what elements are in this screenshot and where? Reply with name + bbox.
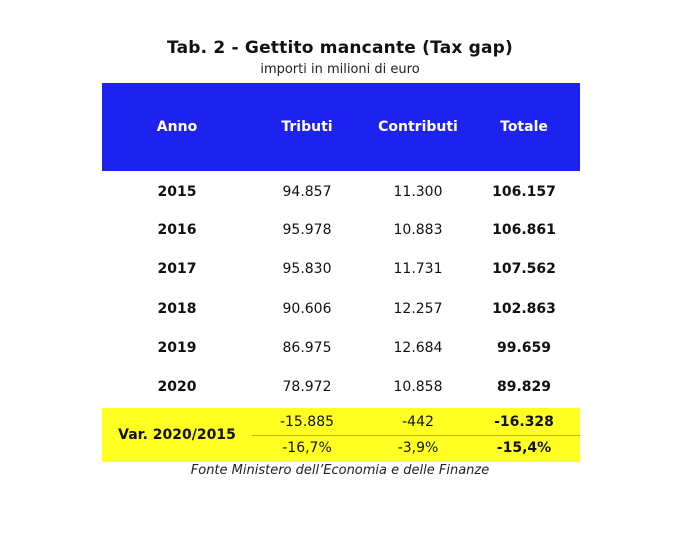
cell-anno: 2019 <box>157 340 197 356</box>
cell-tributi: 90.606 <box>282 301 332 317</box>
variation-totale-percent: -15,4% <box>496 440 552 456</box>
cell-anno: 2020 <box>157 379 197 395</box>
cell-tributi: 86.975 <box>282 340 332 356</box>
cell-totale: 102.863 <box>492 301 556 317</box>
variation-row <box>102 408 580 462</box>
column-header-anno: Anno <box>156 119 198 135</box>
cell-totale: 107.562 <box>492 261 556 277</box>
cell-anno: 2016 <box>157 222 197 238</box>
variation-totale-absolute: -16.328 <box>494 414 554 430</box>
variation-tributi-absolute: -15.885 <box>279 414 335 430</box>
cell-anno: 2018 <box>157 301 197 317</box>
table-row <box>102 218 580 242</box>
cell-totale: 99.659 <box>496 340 552 356</box>
column-header-totale: Totale <box>500 119 548 135</box>
table-row <box>102 180 580 204</box>
cell-contributi: 12.684 <box>393 340 443 356</box>
table-title: Tab. 2 - Gettito mancante (Tax gap) <box>166 38 514 58</box>
table-header <box>102 83 580 171</box>
variation-contributi-percent: -3,9% <box>397 440 439 456</box>
cell-tributi: 94.857 <box>282 184 332 200</box>
cell-tributi: 78.972 <box>282 379 332 395</box>
cell-contributi: 10.858 <box>393 379 443 395</box>
variation-contributi-absolute: -442 <box>402 414 434 430</box>
cell-anno: 2015 <box>157 184 197 200</box>
table-row <box>102 297 580 321</box>
cell-contributi: 11.731 <box>393 261 443 277</box>
source-note: Fonte Ministero dell’Economia e delle Finanze <box>190 463 490 478</box>
table-row <box>102 336 580 360</box>
column-header-tributi: Tributi <box>281 119 333 135</box>
table-row <box>102 257 580 281</box>
variation-tributi-percent: -16,7% <box>282 440 332 456</box>
variation-label: Var. 2020/2015 <box>118 427 236 443</box>
cell-anno: 2017 <box>157 261 197 277</box>
cell-totale: 106.861 <box>492 222 556 238</box>
table-subtitle: importi in milioni di euro <box>260 62 420 77</box>
cell-tributi: 95.830 <box>282 261 332 277</box>
cell-totale: 106.157 <box>492 184 556 200</box>
table-row <box>102 375 580 399</box>
cell-tributi: 95.978 <box>282 222 332 238</box>
column-header-contributi: Contributi <box>378 119 458 135</box>
cell-totale: 89.829 <box>496 379 552 395</box>
cell-contributi: 10.883 <box>393 222 443 238</box>
variation-divider <box>252 435 580 436</box>
cell-contributi: 11.300 <box>393 184 443 200</box>
cell-contributi: 12.257 <box>393 301 443 317</box>
